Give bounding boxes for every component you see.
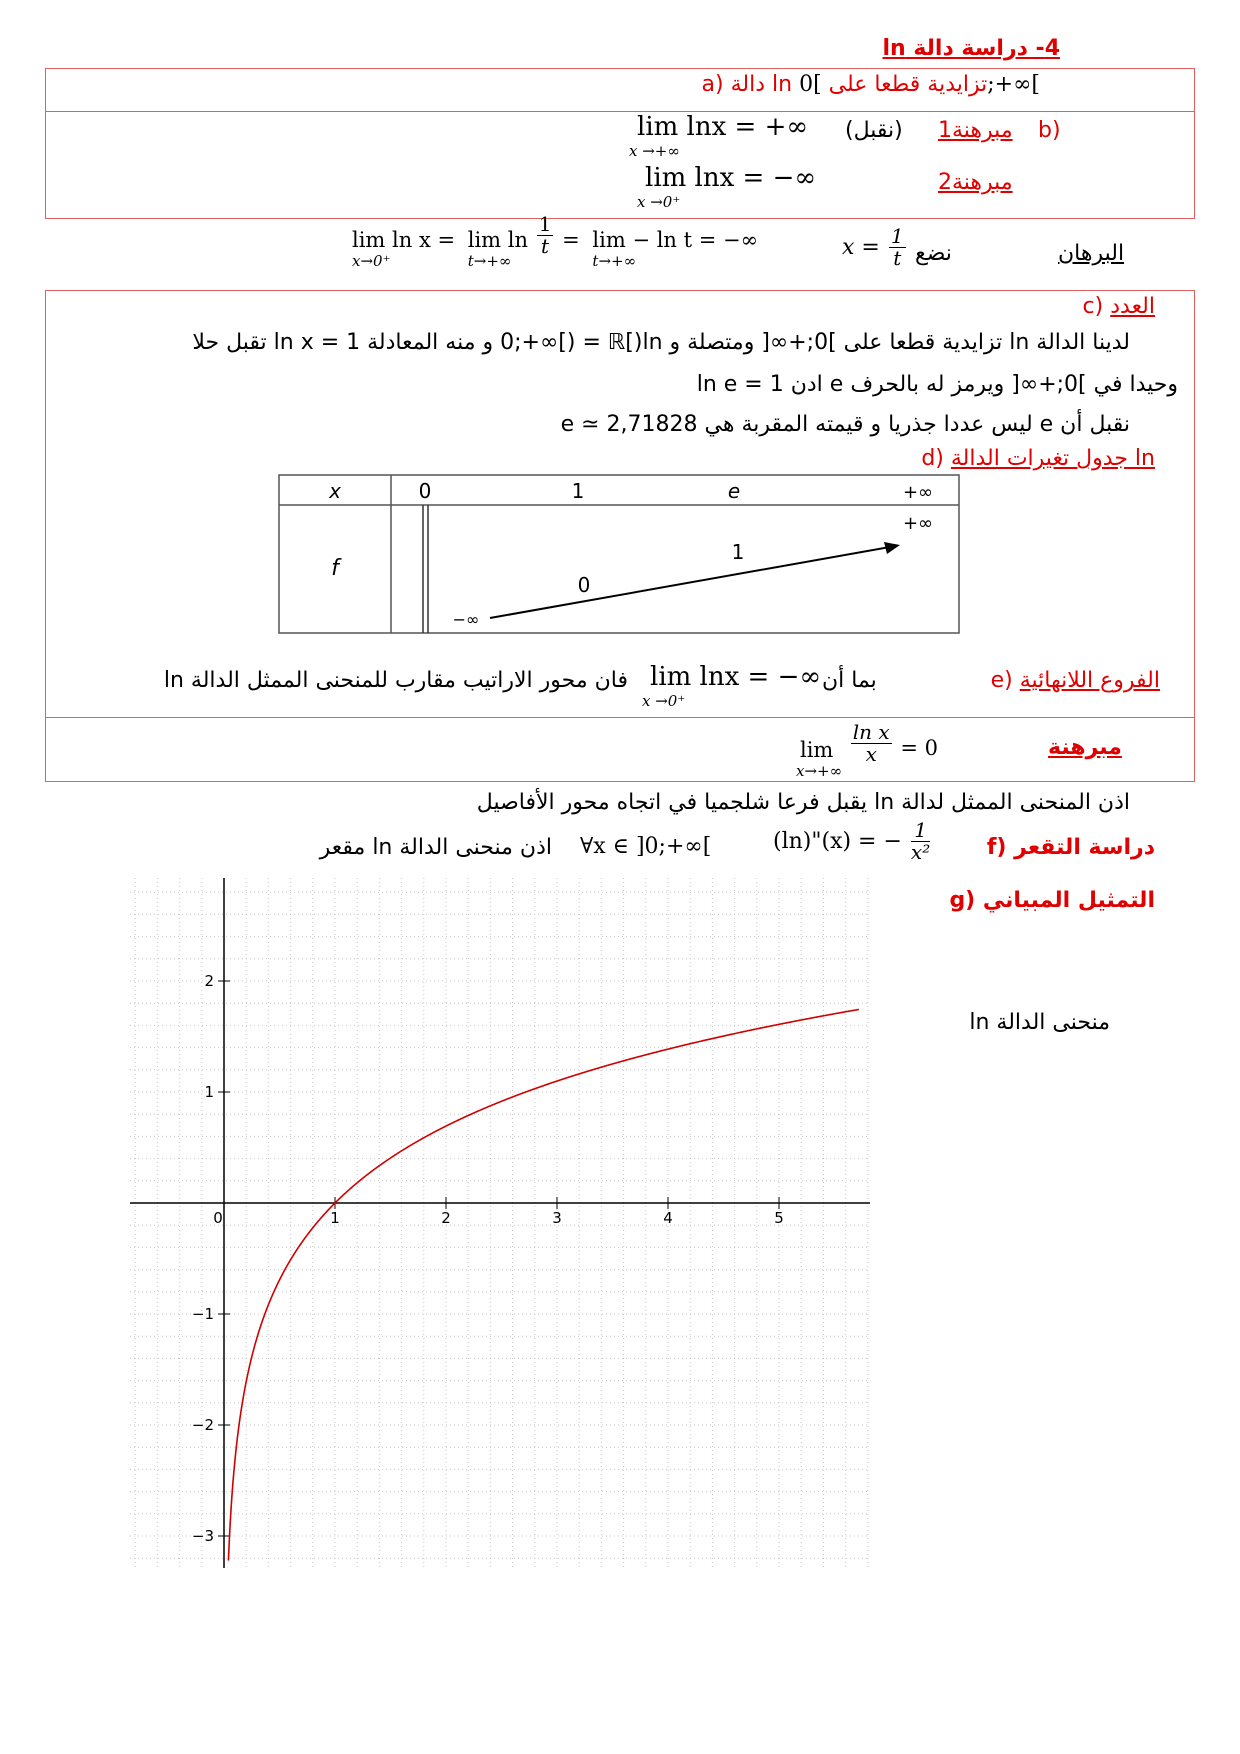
item-f-deriv-den: x² xyxy=(910,840,931,864)
section-title: 4- دراسة دالة ln xyxy=(882,36,1060,61)
proof-label: البرهان xyxy=(1058,241,1125,266)
theorem3-formula xyxy=(796,720,939,780)
item-e-label: e) xyxy=(990,668,1013,693)
proof-lim-a-sub: x→0⁺ xyxy=(352,252,391,270)
limit-2 xyxy=(637,163,817,211)
item-a xyxy=(702,72,1050,97)
table-arrow-head xyxy=(884,542,900,554)
x-tick-label: 4 xyxy=(663,1209,673,1227)
x-tick-label: 1 xyxy=(330,1209,340,1227)
item-c-label: c) xyxy=(1082,294,1104,319)
proof-frac xyxy=(537,214,554,257)
proof-lim-c-expr: lim − ln t = −∞ xyxy=(592,228,759,252)
item-f-label: f) دراسة التقعر xyxy=(986,835,1155,860)
proof-chain xyxy=(352,212,759,270)
theorem3-lim-word: lim xyxy=(800,738,834,762)
y-tick-label: −1 xyxy=(191,1305,214,1323)
proof-set-num: 1 xyxy=(890,224,904,248)
item-g-label: g) التمثيل المبياني xyxy=(949,888,1155,913)
item-c-title: العدد xyxy=(1110,294,1155,319)
table-x-1: 1 xyxy=(571,479,585,503)
proof-set-expr xyxy=(842,226,908,269)
theorem1-label: مبرهنة1 xyxy=(938,118,1013,143)
limit-1-sub: x →+∞ xyxy=(629,142,680,160)
item-c-heading xyxy=(1083,294,1155,319)
y-tick-label: 1 xyxy=(204,1083,214,1101)
table-x-label: x xyxy=(329,479,341,503)
item-c-line3: نقبل أن e ليس عددا جذريا و قيمته المقربة هي e ≃ 2,71828 xyxy=(560,412,1130,437)
theorem3-rhs: = 0 xyxy=(900,736,939,760)
accept-note: (نقبل) xyxy=(845,118,903,143)
item-e-since: بما أن xyxy=(822,668,877,693)
y-tick-label: 2 xyxy=(204,972,214,990)
limit-1 xyxy=(629,112,809,160)
table-f-label: f xyxy=(331,556,339,581)
proof-set-left: x = xyxy=(842,235,880,260)
table-f-start: −∞ xyxy=(452,610,480,629)
x-tick-label: 0 xyxy=(213,1209,223,1227)
table-f-zero: 0 xyxy=(577,573,591,597)
limit-1-expr: lim lnx = +∞ xyxy=(637,112,809,142)
table-f-end: +∞ xyxy=(902,513,934,534)
table-f-one: 1 xyxy=(731,540,745,564)
after-theorem-text: اذن المنحنى الممثل لدالة ln يقبل فرعا شلجميا في اتجاه محور الأفاصيل xyxy=(476,790,1130,815)
table-x-inf: +∞ xyxy=(902,482,934,503)
proof-lim-b-sub: t→+∞ xyxy=(467,252,512,270)
item-f-forall: ∀x ∈ ]0;+∞[ xyxy=(580,834,712,859)
item-f-deriv-num: 1 xyxy=(911,820,930,842)
ln-curve xyxy=(228,1009,858,1560)
item-a-label: a) دالة ln تزايدية قطعا على xyxy=(701,72,988,97)
theorem3-lim-sub: x→+∞ xyxy=(796,762,843,780)
limit-2-expr: lim lnx = −∞ xyxy=(645,163,817,193)
y-tick-label: −2 xyxy=(191,1416,214,1434)
item-e-title: الفروع اللانهائية xyxy=(1019,668,1160,693)
item-f-deriv-frac xyxy=(911,820,930,863)
theorem2-label: مبرهنة2 xyxy=(938,170,1013,195)
table-increase-arrow xyxy=(490,547,890,618)
table-x-e: e xyxy=(727,479,741,503)
theorem3-den: x xyxy=(865,742,877,766)
proof-lim-b-expr: lim ln xyxy=(467,228,529,252)
item-a-interval: ]0;+∞[ xyxy=(799,72,1040,97)
item-f-derivative xyxy=(773,820,932,863)
proof-set-den: t xyxy=(893,246,902,270)
proof-lim-b xyxy=(468,228,528,270)
proof-lim-c xyxy=(592,228,758,270)
item-d-heading xyxy=(921,446,1155,471)
theorem3-label: مبرهنة xyxy=(1048,735,1122,760)
x-tick-label: 2 xyxy=(441,1209,451,1227)
item-f-conclusion: اذن منحنى الدالة ln مقعر xyxy=(319,835,552,860)
limit-2-sub: x →0⁺ xyxy=(637,193,681,211)
item-e-limit xyxy=(642,662,822,710)
y-tick-label: −3 xyxy=(191,1527,214,1545)
proof-frac-num: 1 xyxy=(538,212,552,236)
x-tick-label: 3 xyxy=(552,1209,562,1227)
ln-graph xyxy=(130,878,870,1568)
item-c-line1: لدينا الدالة ln تزايدية قطعا على ]0;+∞[ ومتصلة و ln(]0;+∞[) = ℝ و منه المعادلة ln x = 1 تقبل حلا xyxy=(192,330,1130,355)
theorem3-lim xyxy=(796,738,843,780)
item-e-heading xyxy=(991,668,1160,693)
theorem3-frac xyxy=(851,722,892,765)
proof-frac-den: t xyxy=(541,234,550,258)
item-f-deriv-left: (ln)"(x) = − xyxy=(773,829,902,854)
x-tick-label: 5 xyxy=(774,1209,784,1227)
proof-lim-a-expr: lim ln x = xyxy=(352,228,456,252)
item-e-limit-sub: x →0⁺ xyxy=(642,692,686,710)
item-b-label: b) xyxy=(1038,118,1061,143)
variation-table xyxy=(278,474,960,634)
proof-set-word: نضع xyxy=(915,241,952,266)
proof-eq: = xyxy=(562,228,580,252)
item-c-line2: وحيدا في ]0;+∞[ ويرمز له بالحرف e ادن ln e = 1 xyxy=(696,372,1178,397)
item-d-title: جدول تغيرات الدالة ln xyxy=(950,446,1155,471)
proof-set-frac xyxy=(889,226,906,269)
item-e-text: فان محور الاراتيب مقارب للمنحنى الممثل الدالة ln xyxy=(163,668,628,693)
proof-lim-a xyxy=(352,228,455,270)
box-b xyxy=(45,111,1195,219)
item-e-limit-expr: lim lnx = −∞ xyxy=(650,662,822,692)
item-d-label: d) xyxy=(921,446,944,471)
table-x-0: 0 xyxy=(418,479,432,503)
proof-lim-c-sub: t→+∞ xyxy=(592,252,637,270)
theorem3-num: ln x xyxy=(852,720,890,744)
box-theorem3 xyxy=(45,717,1195,782)
curve-label: منحنى الدالة ln xyxy=(969,1010,1110,1035)
